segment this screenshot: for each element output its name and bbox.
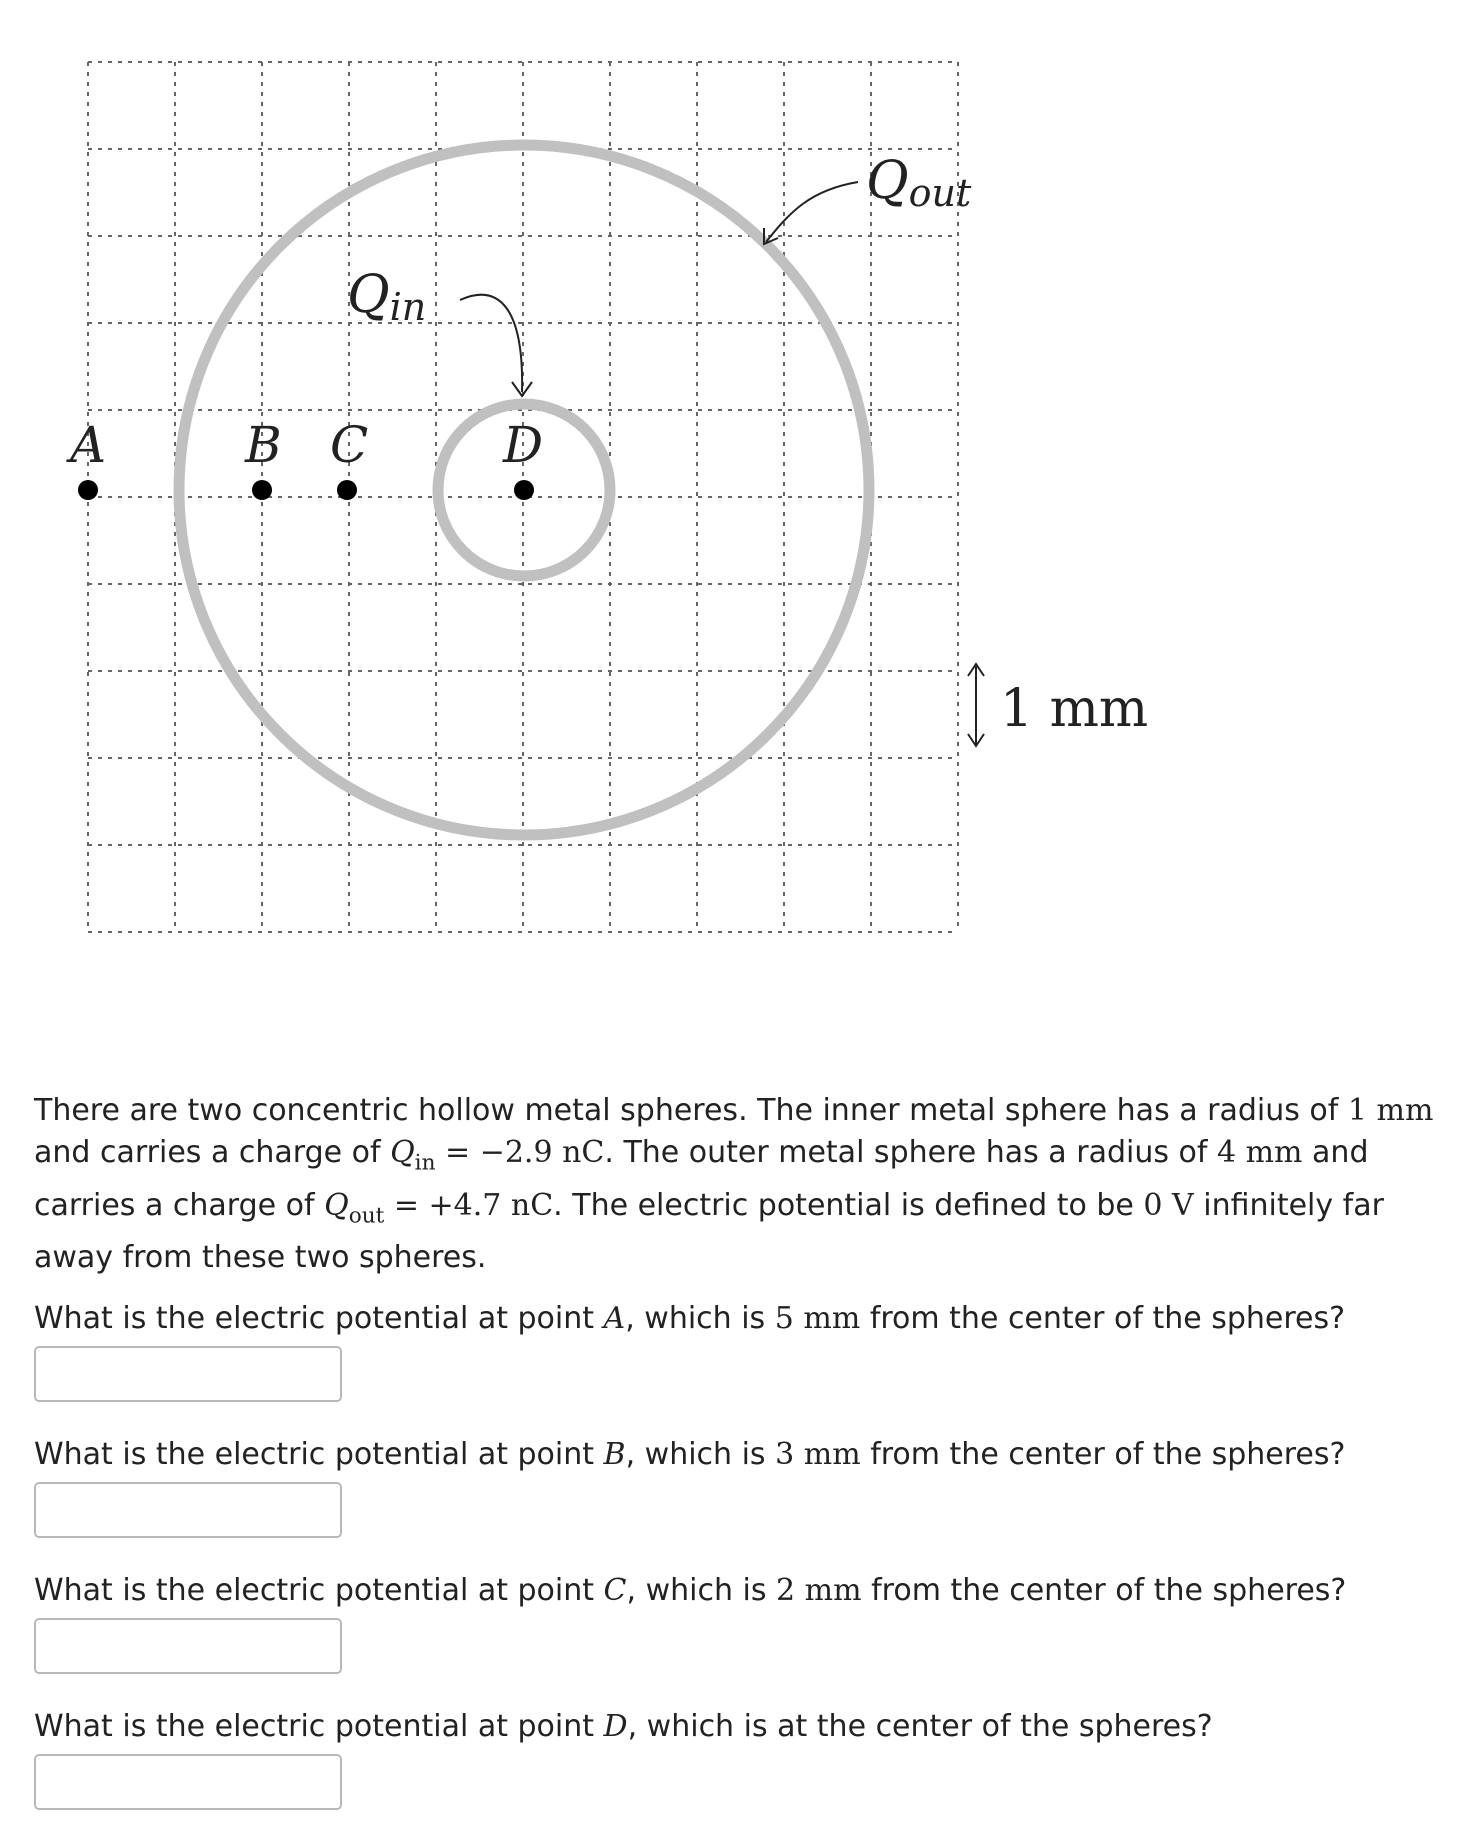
q-out-label: Qout <box>866 151 972 215</box>
point-c-label: C <box>330 416 369 474</box>
point-b-label: B <box>245 416 282 474</box>
q-in-label: Qin <box>347 265 427 329</box>
point-a-label: A <box>70 416 107 474</box>
answer-input-a[interactable] <box>34 1346 342 1402</box>
problem-paragraph: There are two concentric hollow metal spheres. The inner metal sphere has a radius of 1 mm and carries a charge of $Q_{in} = -2.9$ nC. The outer metal sphere has a radius of 4 mm and carries a charge of $Q_{out} = +4.7$ nC. The electric potential is defined to be 0 V infinitely far away from these two spheres. <box>34 1093 1434 1276</box>
answer-input-d[interactable] <box>34 1754 342 1810</box>
point-d-dot <box>514 480 534 500</box>
problem-statement <box>34 1090 1444 1279</box>
point-a-dot <box>78 480 98 500</box>
point-c-dot <box>337 480 357 500</box>
scale-label: 1 mm <box>1000 679 1149 739</box>
q-out-arrow <box>766 182 858 242</box>
answer-input-c[interactable] <box>34 1618 342 1674</box>
point-d-label: D <box>503 416 544 474</box>
question-c: What is the electric potential at point C, which is 2 mm from the center of the spheres? <box>34 1573 1347 1608</box>
q-in-arrow <box>460 295 522 392</box>
point-b-dot <box>252 480 272 500</box>
question-d: What is the electric potential at point D, which is at the center of the spheres? <box>34 1709 1213 1744</box>
answer-input-b[interactable] <box>34 1482 342 1538</box>
question-b: What is the electric potential at point B, which is 3 mm from the center of the spheres? <box>34 1437 1346 1472</box>
question-a: What is the electric potential at point A, which is 5 mm from the center of the spheres? <box>34 1301 1346 1336</box>
